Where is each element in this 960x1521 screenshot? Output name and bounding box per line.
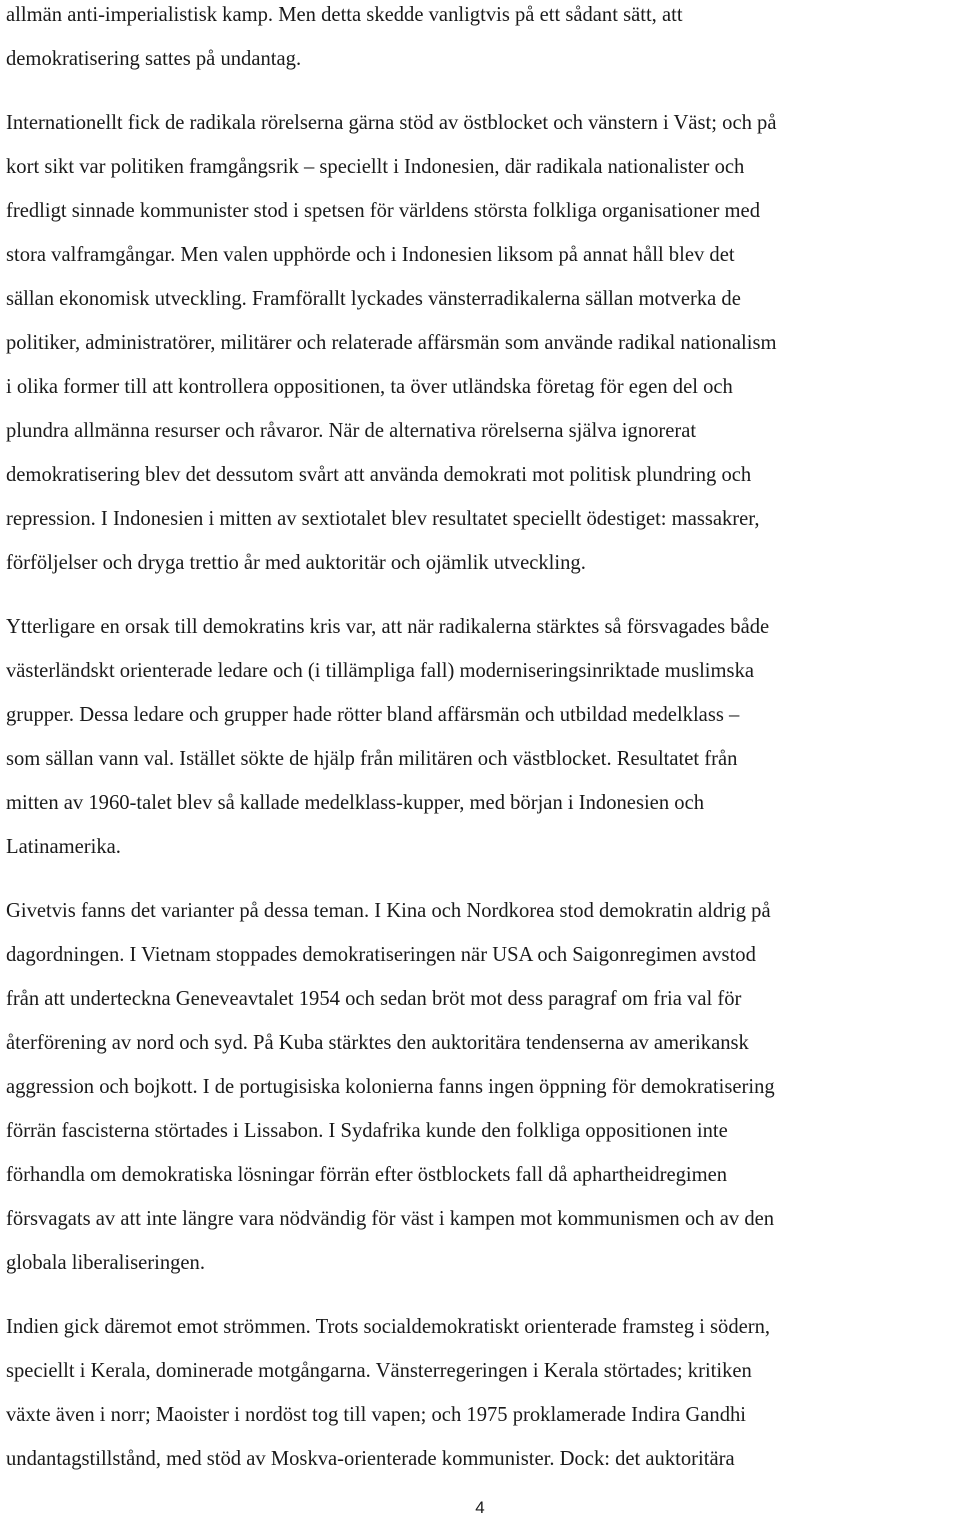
text-line: speciellt i Kerala, dominerade motgångarna. Vänsterregeringen i Kerala störtades; kritiken: [6, 1360, 752, 1382]
text-line: förhandla om demokratiska lösningar förrän efter östblockets fall då aphartheidregimen: [6, 1164, 728, 1186]
text-line: demokratisering blev det dessutom svårt att använda demokrati mot politisk plundring och: [6, 464, 752, 486]
text-line: politiker, administratörer, militärer och relaterade affärsmän som använde radikal nationalism: [6, 332, 777, 354]
paragraph-4: [6, 889, 956, 1285]
text-line: plundra allmänna resurser och råvaror. När de alternativa rörelserna själva ignorerat: [6, 420, 697, 442]
text-line: växte även i norr; Maoister i nordöst tog till vapen; och 1975 proklamerade Indira Gandhi: [6, 1404, 747, 1426]
text-line: stora valframgångar. Men valen upphörde och i Indonesien liksom på annat håll blev det: [6, 244, 735, 266]
paragraph-2: [6, 101, 956, 585]
text-line: Indien gick däremot emot strömmen. Trots socialdemokratiskt orienterade framsteg i södern,: [6, 1316, 771, 1338]
text-line: i olika former till att kontrollera oppositionen, ta över utländska företag för egen del och: [6, 376, 733, 398]
paragraph-1: [6, 0, 956, 81]
document-page: [6, 0, 956, 1481]
text-line: dagordningen. I Vietnam stoppades demokratiseringen när USA och Saigonregimen avstod: [6, 944, 756, 966]
text-line: från att underteckna Geneveavtalet 1954 och sedan bröt mot dess paragraf om fria val för: [6, 988, 742, 1010]
text-line: repression. I Indonesien i mitten av sextiotalet blev resultatet speciellt ödestiget: massakrer,: [6, 508, 760, 530]
text-line: sällan ekonomisk utveckling. Framförallt lyckades vänsterradikalerna sällan motverka de: [6, 288, 741, 310]
paragraph-5: [6, 1305, 956, 1481]
paragraph-spacer: [6, 869, 956, 889]
text-line: Givetvis fanns det varianter på dessa teman. I Kina och Nordkorea stod demokratin aldrig på: [6, 900, 771, 922]
paragraph-spacer: [6, 81, 956, 101]
text-line: mitten av 1960-talet blev så kallade medelklass-kupper, med början i Indonesien och: [6, 792, 705, 814]
text-line: Internationellt fick de radikala rörelserna gärna stöd av östblocket och vänstern i Väst; och på: [6, 112, 777, 134]
text-line: återförening av nord och syd. På Kuba stärktes den auktoritära tendenserna av amerikansk: [6, 1032, 749, 1054]
text-line: globala liberaliseringen.: [6, 1252, 205, 1274]
text-line: undantagstillstånd, med stöd av Moskva-orienterade kommunister. Dock: det auktoritära: [6, 1448, 735, 1470]
text-line: kort sikt var politiken framgångsrik – speciellt i Indonesien, där radikala nationalister och: [6, 156, 745, 178]
text-line: västerländskt orienterade ledare och (i tillämpliga fall) moderniseringsinriktade muslimska: [6, 660, 755, 682]
text-line: som sällan vann val. Istället sökte de hjälp från militären och västblocket. Resultatet från: [6, 748, 738, 770]
paragraph-spacer: [6, 1285, 956, 1305]
text-line: förföljelser och dryga trettio år med auktoritär och ojämlik utveckling.: [6, 552, 586, 574]
text-line: förrän fascisterna störtades i Lissabon. I Sydafrika kunde den folkliga oppositionen inte: [6, 1120, 728, 1142]
text-line: Ytterligare en orsak till demokratins kris var, att när radikalerna stärktes så försvagades både: [6, 616, 770, 638]
text-line: grupper. Dessa ledare och grupper hade rötter bland affärsmän och utbildad medelklass –: [6, 704, 740, 726]
paragraph-spacer: [6, 585, 956, 605]
text-line: aggression och bojkott. I de portugisiska kolonierna fanns ingen öppning för demokratisering: [6, 1076, 775, 1098]
page-number: 4: [475, 1498, 485, 1517]
text-line: fredligt sinnade kommunister stod i spetsen för världens största folkliga organisationer med: [6, 200, 760, 222]
text-line: demokratisering sattes på undantag.: [6, 48, 302, 70]
text-line: Latinamerika.: [6, 836, 121, 858]
paragraph-3: [6, 605, 956, 869]
text-line: allmän anti-imperialistisk kamp. Men detta skedde vanligtvis på ett sådant sätt, att: [6, 4, 683, 26]
text-line: försvagats av att inte längre vara nödvändig för väst i kampen mot kommunismen och av den: [6, 1208, 775, 1230]
